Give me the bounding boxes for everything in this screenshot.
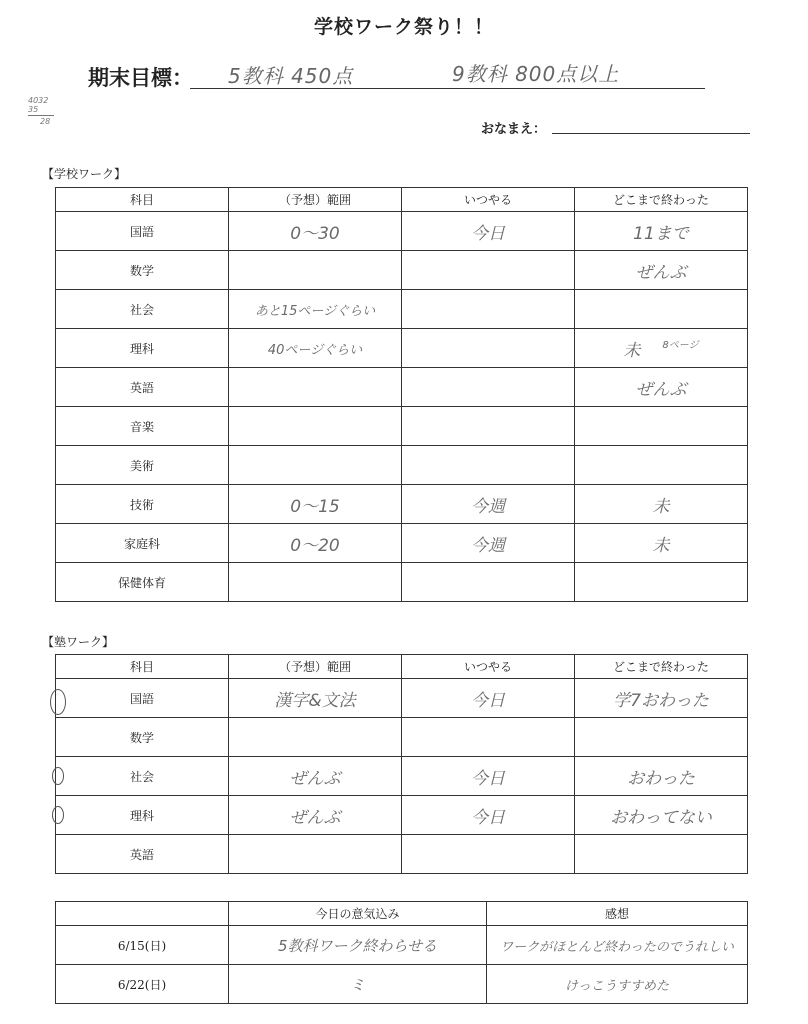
subject-cell: 社会 [56, 290, 229, 329]
subject-cell: 数学 [56, 251, 229, 290]
table-row [56, 407, 748, 446]
when-cell-text: 今日 [471, 768, 505, 789]
table-row [56, 251, 748, 290]
impression-cell[interactable] [487, 965, 748, 1004]
header-date [56, 902, 229, 926]
range-cell[interactable] [229, 212, 402, 251]
juku-work-label: 【塾ワーク】 [42, 635, 115, 649]
margin-calculation [28, 96, 54, 126]
when-cell[interactable] [402, 679, 575, 718]
subject-cell: 理科 [56, 329, 229, 368]
progress-cell[interactable] [575, 329, 748, 368]
header-subject: 科目 [56, 655, 229, 679]
progress-cell[interactable] [575, 407, 748, 446]
range-cell[interactable] [229, 796, 402, 835]
check-mark-circle [52, 806, 64, 824]
impression-cell-text: けっこうすすめた [564, 978, 670, 994]
progress-cell[interactable] [575, 446, 748, 485]
name-label: おなまえ： [481, 122, 547, 137]
when-cell[interactable] [402, 796, 575, 835]
when-cell[interactable] [402, 757, 575, 796]
goal-target-5-subjects: 5教科 450点 [228, 64, 354, 88]
progress-cell[interactable] [575, 251, 748, 290]
range-cell[interactable] [229, 835, 402, 874]
subject-cell: 国語 [56, 679, 229, 718]
when-cell[interactable] [402, 563, 575, 602]
table-row [56, 796, 748, 835]
subject-cell: 技術 [56, 485, 229, 524]
header-impression: 感想 [487, 902, 748, 926]
range-cell[interactable] [229, 446, 402, 485]
progress-cell[interactable] [575, 485, 748, 524]
subject-cell: 国語 [56, 212, 229, 251]
range-cell-text: ぜんぶ [289, 807, 341, 828]
progress-cell-text: 未 [652, 535, 670, 556]
motivation-cell-text: 5教科ワーク終わらせる [277, 936, 438, 955]
check-mark-circle [50, 689, 66, 715]
date-cell: 6/22(日) [56, 965, 229, 1004]
when-cell[interactable] [402, 407, 575, 446]
progress-cell-text: おわった [627, 768, 695, 789]
range-cell[interactable] [229, 524, 402, 563]
subject-cell: 数学 [56, 718, 229, 757]
school-work-label: 【学校ワーク】 [42, 167, 127, 181]
juku-work-table [55, 654, 748, 874]
when-cell[interactable] [402, 485, 575, 524]
table-row [56, 329, 748, 368]
when-cell[interactable] [402, 290, 575, 329]
progress-note: 8ページ [662, 339, 699, 351]
range-cell[interactable] [229, 485, 402, 524]
when-cell[interactable] [402, 368, 575, 407]
progress-cell[interactable] [575, 290, 748, 329]
progress-cell-text: 未 [623, 340, 641, 361]
progress-cell[interactable] [575, 796, 748, 835]
progress-cell[interactable] [575, 757, 748, 796]
impression-cell[interactable] [487, 926, 748, 965]
calc-bar [28, 115, 54, 116]
date-cell: 6/15(日) [56, 926, 229, 965]
table-row [56, 679, 748, 718]
when-cell[interactable] [402, 446, 575, 485]
table-row [56, 757, 748, 796]
when-cell[interactable] [402, 212, 575, 251]
subject-cell: 保健体育 [56, 563, 229, 602]
when-cell[interactable] [402, 718, 575, 757]
header-when: いつやる [402, 655, 575, 679]
range-cell-text: あと15ページぐらい [254, 303, 376, 319]
table-row [56, 718, 748, 757]
range-cell[interactable] [229, 290, 402, 329]
table-header-row [56, 188, 748, 212]
header-range: （予想）範囲 [229, 188, 402, 212]
range-cell[interactable] [229, 563, 402, 602]
range-cell-text: 0〜30 [290, 223, 340, 244]
progress-cell[interactable] [575, 368, 748, 407]
range-cell-text: 0〜20 [290, 535, 340, 556]
range-cell[interactable] [229, 757, 402, 796]
calc-bottom: 28 [40, 117, 51, 126]
progress-cell[interactable] [575, 563, 748, 602]
calc-mid: 35 [28, 105, 39, 114]
subject-cell: 音楽 [56, 407, 229, 446]
range-cell[interactable] [229, 329, 402, 368]
table-header-row [56, 902, 748, 926]
when-cell-text: 今日 [471, 223, 505, 244]
range-cell-text: 漢字&文法 [274, 690, 356, 711]
range-cell[interactable] [229, 679, 402, 718]
progress-cell[interactable] [575, 524, 748, 563]
range-cell-text: 0〜15 [290, 496, 340, 517]
school-work-table [55, 187, 748, 602]
table-row [56, 368, 748, 407]
impression-cell-text: ワークがほとんど終わったのでうれしい [500, 939, 734, 955]
when-cell[interactable] [402, 524, 575, 563]
progress-cell-text: ぜんぶ [635, 262, 687, 283]
table-row [56, 835, 748, 874]
subject-cell: 英語 [56, 368, 229, 407]
check-mark-circle [52, 767, 64, 785]
table-row [56, 524, 748, 563]
when-cell-text: 今週 [471, 496, 505, 517]
when-cell-text: 今日 [471, 690, 505, 711]
when-cell-text: 今日 [471, 807, 505, 828]
subject-cell: 英語 [56, 835, 229, 874]
goal-label: 期末目標： [88, 65, 193, 90]
motivation-cell[interactable] [229, 965, 487, 1004]
subject-cell: 理科 [56, 796, 229, 835]
header-progress: どこまで終わった [575, 655, 748, 679]
goal-target-9-subjects: 9教科 800点以上 [452, 62, 620, 86]
table-row [56, 926, 748, 965]
range-cell-text: 40ページぐらい [267, 342, 363, 358]
progress-cell[interactable] [575, 835, 748, 874]
table-row [56, 485, 748, 524]
when-cell[interactable] [402, 251, 575, 290]
progress-cell-text: 学7おわった [613, 690, 709, 711]
progress-cell[interactable] [575, 718, 748, 757]
table-row [56, 290, 748, 329]
when-cell-text: 今週 [471, 535, 505, 556]
subject-cell: 社会 [56, 757, 229, 796]
progress-cell[interactable] [575, 679, 748, 718]
when-cell[interactable] [402, 329, 575, 368]
range-cell[interactable] [229, 407, 402, 446]
progress-cell-text: ぜんぶ [635, 379, 687, 400]
range-cell[interactable] [229, 251, 402, 290]
subject-cell: 美術 [56, 446, 229, 485]
table-header-row [56, 655, 748, 679]
header-progress: どこまで終わった [575, 188, 748, 212]
progress-cell[interactable] [575, 212, 748, 251]
progress-cell-text: 未 [652, 496, 670, 517]
range-cell[interactable] [229, 368, 402, 407]
progress-cell-text: おわってない [610, 807, 712, 828]
calc-top: 4032 [28, 96, 49, 105]
daily-table [55, 901, 748, 1004]
header-motivation: 今日の意気込み [229, 902, 487, 926]
header-when: いつやる [402, 188, 575, 212]
header-subject: 科目 [56, 188, 229, 212]
when-cell[interactable] [402, 835, 575, 874]
goal-underline [190, 88, 705, 89]
header-range: （予想）範囲 [229, 655, 402, 679]
subject-cell: 家庭科 [56, 524, 229, 563]
table-row [56, 965, 748, 1004]
table-row [56, 212, 748, 251]
motivation-cell[interactable] [229, 926, 487, 965]
range-cell-text: ぜんぶ [289, 768, 341, 789]
range-cell[interactable] [229, 718, 402, 757]
motivation-cell-text: ミ [349, 975, 365, 994]
table-row [56, 563, 748, 602]
page-title: 学校ワーク祭り！！ [313, 16, 494, 38]
name-field[interactable] [552, 133, 750, 134]
progress-cell-text: 11まで [633, 223, 689, 244]
table-row [56, 446, 748, 485]
